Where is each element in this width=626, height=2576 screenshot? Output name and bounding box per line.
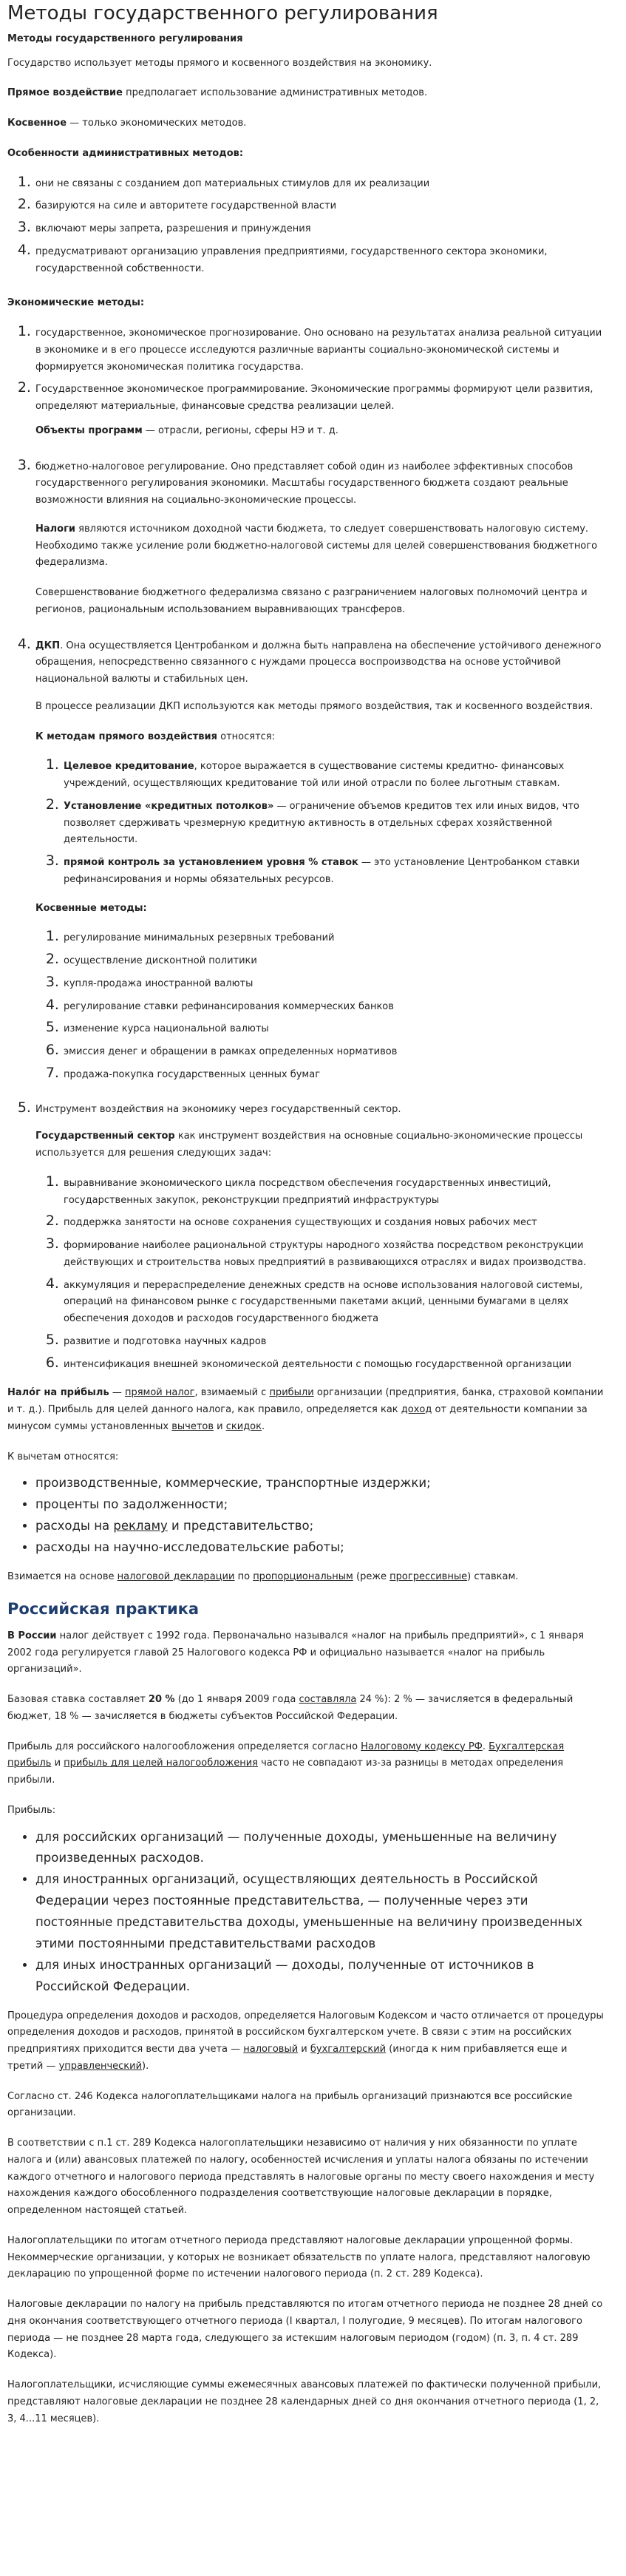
intro-paragraph: Государство использует методы прямого и косвенного воздействия на экономику. — [7, 57, 432, 69]
admin-methods-heading: Особенности административных методов: — [7, 147, 244, 159]
deductions-list — [7, 1473, 604, 1559]
list-item: 4. ДКП. Она осуществляется Центробанком и должна быть направлена на обеспечение устойчивого денежного обращения, непосредственно связанного с нуждами процесса воспроизводства на основе устойчивой национальной валюты и стабильных цен. В процессе реализации ДКП используются как методы прямого воздействия, так и косвенного воздействия. К методам прямого воздействия относятся: 1. Целевое кредитование, которое выражается в существование системы кредитно- финансовых учреждений, осуществляющих кредитование той или иной отрасли по более льготным ставкам. 2. Установление «кредитных потолков» — ограничение объемов кредитов тех или иных видов, что позволяет сдерживать чрезмерную кредитную активность в отдельных сферах хозяйственной деятельности. 3. прямой контроль за установлением уровня % ставок — это установление Центробанком ставки рефинансирования и нормы обязательных ресурсов. Косвенные методы: 1. регулирование минимальных резервных требований 2. осуществление дисконтной политики 3. купля-продажа иностранной валюты 4. регулирование ставки рефинансирования коммерческих банков 5. изменение курса национальной валюты 6. эмиссия денег и обращении в рамках определенных нормативов 7. продажа-покупка государственных ценных бумаг — [35, 632, 604, 1084]
link-accounting-profit[interactable]: Бухгалтерская прибыль — [7, 1741, 565, 1769]
list-item: • производственные, коммерческие, транспортные издержки; — [35, 1473, 604, 1494]
indirect-impact-term: Косвенное — [7, 118, 67, 129]
direct-methods-heading: К методам прямого воздействия относятся: — [35, 731, 275, 742]
link-management-accounting[interactable]: управленческий — [58, 2060, 143, 2072]
base-rate-paragraph: Базовая ставка составляет 20 % (до 1 января 2009 года составляла 24 %): 2 % — зачисляется в федеральный бюджет, 18 % — зачисляется в бюджеты субъектов Российской Федерации. — [7, 1694, 574, 1722]
deductions-heading: К вычетам относятся: — [7, 1451, 119, 1462]
list-item: 6. эмиссия денег и обращении в рамках определенных нормативов — [64, 1038, 604, 1061]
link-income[interactable]: доход — [401, 1404, 432, 1416]
link-deductions[interactable]: вычетов — [171, 1420, 214, 1432]
link-tax-code[interactable]: Налоговому кодексу РФ — [361, 1741, 483, 1752]
list-item: 6. интенсификация внешней экономической деятельности с помощью государственной организации — [64, 1351, 604, 1374]
link-tax-declaration[interactable]: налоговой декларации — [117, 1570, 235, 1582]
list-item: • расходы на научно-исследовательские работы; — [35, 1537, 604, 1559]
indirect-impact-paragraph: Косвенное — только экономических методов. — [7, 118, 247, 129]
list-item: 2. базируются на силе и авторитете государственной власти — [35, 192, 604, 215]
list-item: 1. они не связаны с созданием доп материальных стимулов для их реализации — [35, 170, 604, 193]
list-item: • для иных иностранных организаций — доходы, полученные от источников в Российской Федерации. — [35, 1955, 604, 1998]
direct-impact-term: Прямое воздействие — [7, 87, 123, 99]
gossector-paragraph: Государственный сектор как инструмент воздействия на основные социально-экономические процессы используется для решения следующих задач: — [35, 1131, 583, 1159]
link-discounts[interactable]: скидок — [225, 1420, 262, 1432]
list-item: 4. предусматривают организацию управления предприятиями, государственного сектора экономики, государственной собственности. — [35, 238, 604, 278]
list-item: 3. купля-продажа иностранной валюты — [64, 970, 604, 993]
article-246-paragraph: Согласно ст. 246 Кодекса налогоплательщиками налога на прибыль организаций признаются все российские организации. — [7, 2090, 573, 2119]
list-item: 1. выравнивание экономического цикла посредством обеспечения государственных инвестиций, государственных закупок, реконструкции предприятий инфраструктуры — [64, 1170, 604, 1210]
section-heading-methods: Методы государственного регулирования — [7, 33, 243, 44]
profit-list — [7, 1827, 604, 1998]
link-direct-tax[interactable]: прямой налог — [124, 1387, 195, 1399]
page-title: Методы государственного регулирования — [7, 2, 438, 24]
link-tax-accounting[interactable]: налоговый — [243, 2044, 299, 2055]
list-item: 3. прямой контроль за установлением уровня % ставок — это установление Центробанком ставки рефинансирования и нормы обязательных ресурсов. — [64, 849, 604, 889]
list-item: 5. Инструмент воздействия на экономику через государственный сектор. Государственный сектор как инструмент воздействия на основные социально-экономические процессы используется для решения следующих задач: 1. выравнивание экономического цикла посредством обеспечения государственных инвестиций, государственных закупок, реконструкции предприятий инфраструктуры 2. поддержка занятости на основе сохранения существующих и создания новых рабочих мест 3. формирование наиболее рациональной структуры народного хозяйства посредством реконструкции действующих и строительства новых предприятий в развивающихся отраслях и видах производства. 4. аккумуляция и перераспределение денежных средств на основе использования налоговой системы, операций на финансовом рынке с государственными пакетами акций, ценными бумагами в целях обеспечения доходов и расходов государственного бюджета 5. развитие и подготовка научных кадров 6. интенсификация внешней экономической деятельности с помощью государственной организации — [35, 1096, 604, 1374]
list-item: 2. поддержка занятости на основе сохранения существующих и создания новых рабочих мест — [64, 1209, 604, 1232]
list-item: 4. аккумуляция и перераспределение денежных средств на основе использования налоговой системы, операций на финансовом рынке с государственными пакетами акций, ценными бумагами в целях обеспечения доходов и расходов государственного бюджета — [64, 1272, 604, 1328]
list-item: 3. включают меры запрета, разрешения и принуждения — [35, 215, 604, 238]
direct-methods-list — [35, 753, 604, 888]
link-proportional[interactable]: пропорциональным — [253, 1570, 353, 1582]
list-item: 7. продажа-покупка государственных ценных бумаг — [64, 1061, 604, 1084]
link-advertising[interactable]: рекламу — [113, 1519, 168, 1533]
econ-methods-heading: Экономические методы: — [7, 297, 145, 309]
link-profit[interactable]: прибыли — [269, 1387, 314, 1399]
list-item: • расходы на рекламу и представительство; — [35, 1516, 604, 1537]
indirect-methods-list — [35, 924, 604, 1083]
link-bookkeeping[interactable]: бухгалтерский — [310, 2044, 387, 2055]
link-taxable-profit[interactable]: прибыль для целей налогообложения — [64, 1758, 258, 1769]
list-item: • для российских организаций — полученные доходы, уменьшенные на величину произведенных расходов. — [35, 1827, 604, 1870]
indirect-methods-heading: Косвенные методы: — [35, 902, 147, 914]
list-item: 5. развитие и подготовка научных кадров — [64, 1328, 604, 1351]
gossector-tasks-list — [35, 1170, 604, 1374]
list-item: 2. осуществление дисконтной политики — [64, 947, 604, 970]
simplified-declaration-paragraph: Налогоплательщики по итогам отчетного периода представляют налоговые декларации упрощенной формы. Некоммерческие организации, у которых не возникает обязательств по уплате налога, представляют налоговую декларацию по упрощенной форме по истечении налогового периода (п. 2 ст. 289 Кодекса). — [7, 2234, 591, 2280]
list-item: 1. государственное, экономическое прогнозирование. Оно основано на результатах анализа реальной ситуации в экономике и в его процессе исследуются различные варианты социально-экономической системы и формируется экономическая политика государства. — [35, 319, 604, 376]
direct-impact-paragraph: Прямое воздействие предполагает использование административных методов. — [7, 87, 428, 99]
link-progressive[interactable]: прогрессивные — [389, 1570, 468, 1582]
declaration-deadlines-paragraph: Налоговые декларации по налогу на прибыль представляются по итогам отчетного периода не позднее 28 дней со дня окончания соответствующего отчетного периода (I квартал, I полугодие, 9 месяцев). По итогам налогового периода — не позднее 28 марта года, следующего за истекшим налоговым периодом (годом) (п. 3, п. 4 ст. 289 Кодекса). — [7, 2299, 603, 2361]
list-item: 1. регулирование минимальных резервных требований — [64, 924, 604, 947]
russia-section-heading: Российская практика — [7, 1599, 200, 1618]
monthly-payments-paragraph: Налогоплательщики, исчисляющие суммы ежемесячных авансовых платежей по фактически полученной прибыли, представляют налоговые декларации не позднее 28 календарных дней со дня окончания отчетного периода (1, 2, 3, 4...11 месяцев). — [7, 2379, 602, 2424]
list-item: 3. формирование наиболее рациональной структуры народного хозяйства посредством реконструкции действующих и строительства новых предприятий в развивающихся отраслях и видах производства. — [64, 1232, 604, 1272]
list-item: 1. Целевое кредитование, которое выражается в существование системы кредитно- финансовых учреждений, осуществляющих кредитование той или иной отрасли по более льготным ставкам. — [64, 753, 604, 793]
russia-history-paragraph: В России налог действует с 1992 года. Первоначально назывался «налог на прибыль предприятий», с 1 января 2002 года регулируется главой 25 Налогового кодекса РФ и официально называется «налог на прибыль организаций». — [7, 1630, 585, 1675]
link-was[interactable]: составляла — [299, 1694, 357, 1706]
list-item: 3. бюджетно-налоговое регулирование. Оно представляет собой один из наиболее эффективных способов государственного регулирования экономики. Масштабы государственного бюджета создают реальные возможности влияния на социально-экономические процессы. Налоги являются источником доходной части бюджета, то следует совершенствовать налоговую систему. Необходимо также усиление роли бюджетно-налоговой системы для целей совершенствования бюджетного федерализма. Совершенствование бюджетного федерализма связано с разграничением налоговых полномочий центра и регионов, рациональным использованием выравнивающих трансферов. — [35, 453, 604, 619]
list-item: 2. Установление «кредитных потолков» — ограничение объемов кредитов тех или иных видов, что позволяет сдерживать чрезмерную кредитную активность в отдельных сферах хозяйственной деятельности. — [64, 793, 604, 849]
program-objects-paragraph: Объекты программ — отрасли, регионы, сферы НЭ и т. д. — [35, 424, 338, 436]
econ-methods-list — [7, 319, 604, 1373]
federalism-paragraph: Совершенствование бюджетного федерализма связано с разграничением налоговых полномочий центра и регионов, рациональным использованием выравнивающих трансферов. — [35, 587, 588, 615]
rates-paragraph: Взимается на основе налоговой декларации по пропорциональным (реже прогрессивные) ставкам. — [7, 1570, 519, 1582]
article-289-paragraph: В соответствии с п.1 ст. 289 Кодекса налогоплательщики независимо от наличия у них обязанности по уплате налога и (или) авансовых платежей по налогу, особенностей исчисления и уплаты налога обязаны по истечении каждого отчетного и налогового периода представлять в налоговые органы по месту своего нахождения и месту нахождения каждого обособленного подразделения соответствующие налоговые декларации в порядке, определенном настоящей статьей. — [7, 2138, 595, 2217]
list-item: 2. Государственное экономическое программирование. Экономические программы формируют цели развития, определяют материальные, финансовые средства реализации целей. Объекты программ — отрасли, регионы, сферы НЭ и т. д. — [35, 376, 604, 439]
list-item: 4. регулирование ставки рефинансирования коммерческих банков — [64, 993, 604, 1016]
list-item: • для иностранных организаций, осуществляющих деятельность в Российской Федерации через постоянные представительства, — полученные через эти постоянные представительства доходы, уменьшенные на величину произведенных этими постоянными представительствами расходов — [35, 1869, 604, 1955]
taxes-paragraph: Налоги являются источником доходной части бюджета, то следует совершенствовать налоговую систему. Необходимо также усиление роли бюджетно-налоговой системы для целей совершенствования бюджетного федерализма. — [35, 523, 598, 569]
list-item: • проценты по задолженности; — [35, 1494, 604, 1516]
profit-tax-definition: Нало́г на при́быль — прямой налог, взимаемый с прибыли организации (предприятия, банка, страховой компании и т. д.). Прибыль для целей данного налога, как правило, определяется как доход от деятельности компании за минусом суммы установленных вычетов и скидок. — [7, 1387, 604, 1432]
profit-definition-paragraph: Прибыль для российского налогообложения определяется согласно Налоговому кодексу РФ. Бухгалтерская прибыль и прибыль для целей налогообложения часто не совпадают из-за разницы в методах определения прибыли. — [7, 1741, 565, 1786]
admin-methods-list — [7, 170, 604, 278]
base-rate-value: 20 % — [148, 1694, 175, 1706]
accounting-paragraph: Процедура определения доходов и расходов, определяется Налоговым Кодексом и часто отличается от процедуры определения доходов и расходов, принятой в российском бухгалтерском учете. В связи с этим на российских предприятиях приходится вести два учета — налоговый и бухгалтерский (иногда к ним прибавляется еще и третий — управленческий). — [7, 2010, 604, 2072]
profit-heading: Прибыль: — [7, 1804, 56, 1816]
dkp-note-paragraph: В процессе реализации ДКП используются как методы прямого воздействия, так и косвенного воздействия. — [35, 700, 593, 712]
list-item: 5. изменение курса национальной валюты — [64, 1015, 604, 1038]
